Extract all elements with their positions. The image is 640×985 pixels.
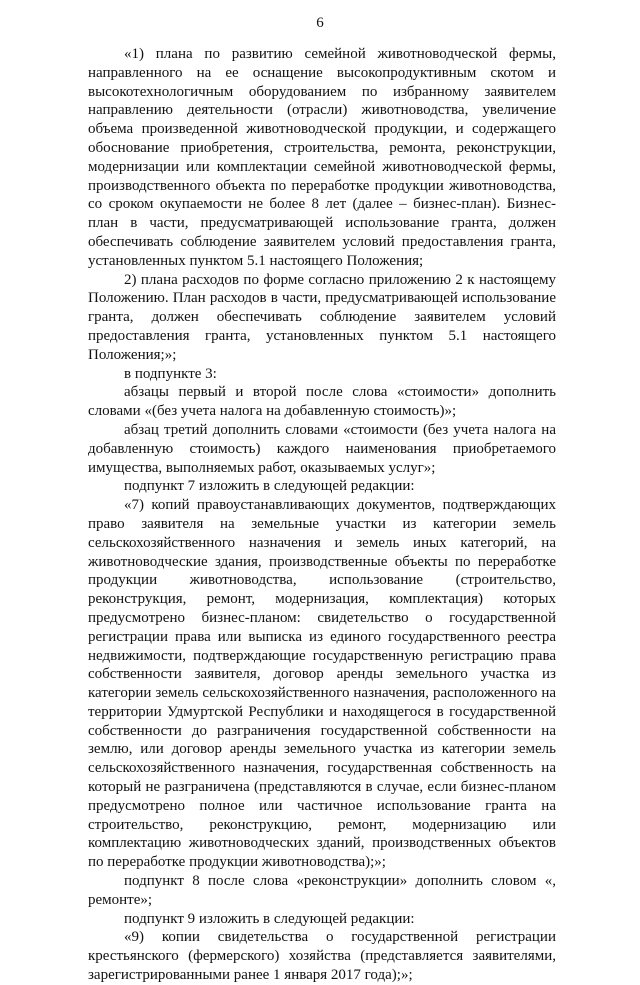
paragraph-subitem-3-third: абзац третий дополнить словами «стоимости (без учета налога на добавленную стоимость) каждого наименования приобретаемого имущества, выполняемых работ, оказываемых услуг»; <box>88 421 556 476</box>
paragraph-subitem-3: в подпункте 3: <box>124 365 217 382</box>
paragraph-subitem-8: подпункт 8 после слова «реконструкции» дополнить словом «, ремонте»; <box>88 873 556 908</box>
document-body <box>88 45 556 985</box>
paragraph-business-plan: «1) плана по развитию семейной животноводческой фермы, направленного на ее оснащение высокопродуктивным скотом и высокотехнологичным оборудованием по избранному заявителем направлению деятельности (отрасли) животноводства, увеличение объема произведенной животноводческой продукции, и содержащего обоснование приобретения, строительства, ремонта, реконструкции, модернизации или комплектации семейной животноводческой фермы, производственного объекта по переработке продукции животноводства, со сроком окупаемости не более 8 лет (далее – бизнес-план). Бизнес-план в части, предусматривающей использование гранта, должен обеспечивать соблюдение заявителем условий предоставления гранта, установленных пунктом 5.1 настоящего Положения; <box>88 46 556 269</box>
page-number: 6 <box>316 15 324 31</box>
paragraph-subitem-7-intro: подпункт 7 изложить в следующей редакции: <box>124 478 415 495</box>
paragraph-expense-plan: 2) плана расходов по форме согласно приложению 2 к настоящему Положению. План расходов в части, предусматривающей использование гранта, должен обеспечивать соблюдение заявителем условий предоставления гранта, установленных пунктом 5.1 настоящего Положения;»; <box>88 271 556 363</box>
paragraph-subitem-9-intro: подпункт 9 изложить в следующей редакции: <box>124 910 415 927</box>
paragraph-subitem-7-text: «7) копий правоустанавливающих документов, подтверждающих право заявителя на земельные участки из категории земель сельскохозяйственного назначения и земель иных категорий, на животноводческие здания, производственные объекты по переработке продукции животноводства, использование (строительство, реконструкция, ремонт, модернизация, комплектация) которых предусмотрено бизнес-планом: свидетельство о государственной регистрации права или выписка из единого государственного реестра недвижимости, подтверждающие государственную регистрацию права собственности заявителя, договор аренды земельного участка из категории земель сельскохозяйственного назначения, расположенного на территории Удмуртской Республики и находящегося в государственной собственности до разграничения государственной собственности на землю, или договор аренды земельного участка из категории земель сельскохозяйственного назначения, государственная собственность на который не разграничена (представляются в случае, если бизнес-планом предусмотрено полное или частичное использование гранта на строительство, реконструкцию, ремонт, модернизацию или комплектацию животноводческих зданий, производственных объектов по переработке продукции животноводства);»; <box>88 497 556 871</box>
paragraph-subitem-9-text: «9) копии свидетельства о государственной регистрации крестьянского (фермерского) хозяйства (представляется заявителями, зарегистрированными ранее 1 января 2017 года);»; <box>88 929 556 984</box>
paragraph-subitem-3-first-second: абзацы первый и второй после слова «стоимости» дополнить словами «(без учета налога на добавленную стоимость)»; <box>88 384 556 420</box>
